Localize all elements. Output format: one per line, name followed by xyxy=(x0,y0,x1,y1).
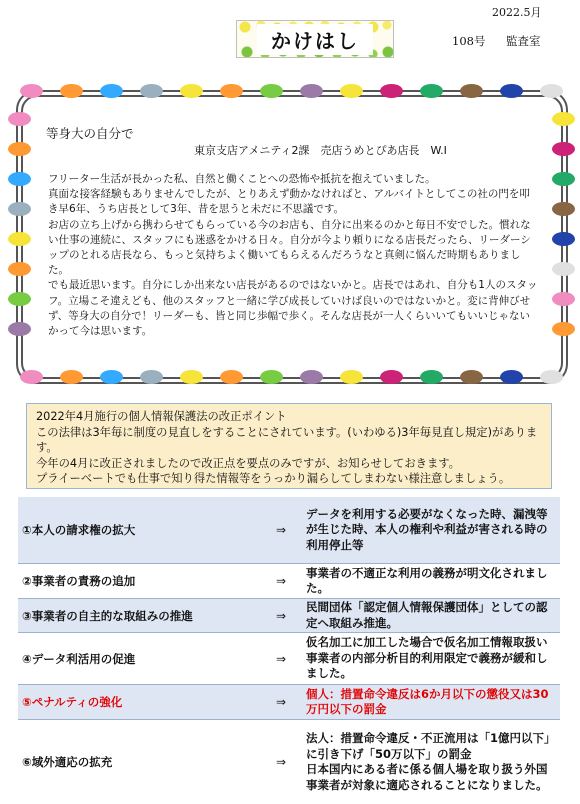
frame-dot xyxy=(60,84,83,98)
row-item: ①本人の請求権の拡大 xyxy=(22,523,136,537)
arrow-icon: ⇒ xyxy=(276,651,287,666)
frame-dot xyxy=(8,232,31,246)
notice-line: この法律は3年毎に制度の見直しをすることにされています。(いわゆる)3年毎見直し規定)があります。 xyxy=(36,425,538,454)
essay-paragraph: 真面な接客経験もありませんでしたが、とりあえず動かなければと、アルバイトとしてこの社の門を叩き早6年、うち店長として3年、昔を思うと未だに不思議です。 xyxy=(48,188,530,216)
privacy-law-notice xyxy=(26,403,552,489)
newsletter-title: かけはし xyxy=(257,24,373,55)
row-description-line: 法人：措置命令違反・不正流用は「1億円以下」に引き下げ「50万以下」の罰金 xyxy=(306,731,550,761)
frame-dot xyxy=(8,262,31,276)
arrow-icon: ⇒ xyxy=(276,608,287,623)
table-row xyxy=(18,685,560,720)
frame-dot xyxy=(20,84,43,98)
frame-dot xyxy=(552,202,575,216)
frame-dot xyxy=(340,84,363,98)
frame-dot xyxy=(300,370,323,384)
frame-dot xyxy=(380,370,403,384)
row-item: ④データ利活用の促進 xyxy=(22,651,136,666)
frame-dot xyxy=(60,370,83,384)
frame-dot xyxy=(420,370,443,384)
row-description: 仮名加工に加工した場合で仮名加工情報取扱い事業者の内部分析目的利用限定で義務が緩和しました。 xyxy=(306,635,548,681)
newsletter-title-box xyxy=(236,20,394,58)
notice-line: 今年の4月に改正されましたので改正点を要点のみですが、お知らせしておきます。 xyxy=(36,456,460,470)
department-name: 監査室 xyxy=(506,34,541,48)
frame-dot xyxy=(552,322,575,336)
arrow-icon: ⇒ xyxy=(276,574,287,588)
frame-dot xyxy=(552,292,575,306)
arrow-icon: ⇒ xyxy=(276,523,287,537)
table-row xyxy=(18,564,560,599)
frame-dot xyxy=(8,322,31,336)
frame-dot xyxy=(260,84,283,98)
frame-dot xyxy=(220,84,243,98)
notice-title: 2022年4月施行の個人情報保護法の改正ポイント xyxy=(36,410,287,423)
frame-dot xyxy=(552,232,575,246)
frame-dot xyxy=(140,370,163,384)
frame-dot xyxy=(460,370,483,384)
essay-paragraph: フリーター生活が長かった私、自然と働くことへの恐怖や抵抗を抱えていました。 xyxy=(48,173,436,185)
essay-body xyxy=(48,172,538,339)
frame-dot xyxy=(300,84,323,98)
issue-number: 108号 xyxy=(452,34,486,48)
row-description: 個人：措置命令違反は6か月以下の懲役又は30万円以下の罰金 xyxy=(306,686,549,716)
frame-dot xyxy=(500,84,523,98)
table-row xyxy=(18,497,560,564)
frame-dot xyxy=(540,84,563,98)
frame-dot xyxy=(180,370,203,384)
essay-author: 東京支店アメニティ2課 売店うめとぴあ店長 W.I xyxy=(194,144,447,157)
frame-dot xyxy=(540,370,563,384)
issue-date: 2022.5月 xyxy=(492,6,542,19)
table-row xyxy=(18,599,560,633)
row-description: 民間団体「認定個人情報保護団体」としての認定へ取組み推進。 xyxy=(306,600,548,630)
frame-dot xyxy=(552,142,575,156)
row-description-line: 日本国内にある者に係る個人場を取り扱う外国事業者が対象に適応されることになりました。 xyxy=(306,762,548,792)
table-row xyxy=(18,720,560,804)
essay-paragraph: お店の立ち上げから携わらせてもらっている今のお店も、自分に出来るのかと毎日不安でした。慣れない仕事の連続に、スタッフにも迷惑をかける日々。自分が今より頼りになる店長だったら、リーダーシップのとれる店長なら、もっと気持ちよく働いてもらえるんだろうなと真剣に悩んだ時期もありました。 xyxy=(48,218,531,277)
row-item: ③事業者の自主的な取組みの推進 xyxy=(22,608,193,623)
frame-dot xyxy=(8,172,31,186)
frame-dot xyxy=(20,370,43,384)
frame-dot xyxy=(340,370,363,384)
frame-dot xyxy=(552,262,575,276)
frame-dot xyxy=(8,112,31,126)
frame-dot xyxy=(552,172,575,186)
arrow-icon: ⇒ xyxy=(276,755,287,769)
row-description: データを利用する必要がなくなった時、漏洩等が生じた時、本人の権利や利益が害される時の利用停止等 xyxy=(306,506,548,552)
frame-dot xyxy=(8,142,31,156)
row-item: ②事業者の責務の追加 xyxy=(22,574,136,588)
frame-dot xyxy=(8,292,31,306)
row-description xyxy=(304,730,560,794)
essay-paragraph: でも最近思います。自分にしか出来ない店長があるのではないかと。店長ではあれ、自分も1人のスタッフ。立場こそ違えども、他のスタッフと一緒に学び成長していけば良いのではないかと。変に背伸びせず、等身大の自分で！リーダーも、皆と同じ歩幅で歩く。そんな店長が一人くらいいてもいいじゃないかって今は思います。 xyxy=(48,279,538,338)
frame-dot xyxy=(380,84,403,98)
essay-heading: 等身大の自分で xyxy=(46,126,134,141)
frame-dot xyxy=(8,202,31,216)
notice-line: プライーベートでも仕事で知り得た情報等をうっかり漏らしてしまわない様注意しましょう。 xyxy=(36,472,511,485)
frame-dot xyxy=(260,370,283,384)
table-row xyxy=(18,633,560,685)
row-item: ⑤ペナルティの強化 xyxy=(22,695,123,709)
frame-dot xyxy=(140,84,163,98)
frame-dot xyxy=(100,370,123,384)
frame-dot xyxy=(500,370,523,384)
frame-dot xyxy=(420,84,443,98)
arrow-icon: ⇒ xyxy=(276,695,287,709)
frame-dot xyxy=(180,84,203,98)
frame-dot xyxy=(100,84,123,98)
row-item: ⑥域外適応の拡充 xyxy=(22,755,113,769)
frame-dot xyxy=(460,84,483,98)
frame-dot xyxy=(220,370,243,384)
frame-dot xyxy=(552,112,575,126)
revision-points-table xyxy=(18,497,560,804)
row-description: 事業者の不適正な利用の義務が明文化されました。 xyxy=(306,565,548,595)
